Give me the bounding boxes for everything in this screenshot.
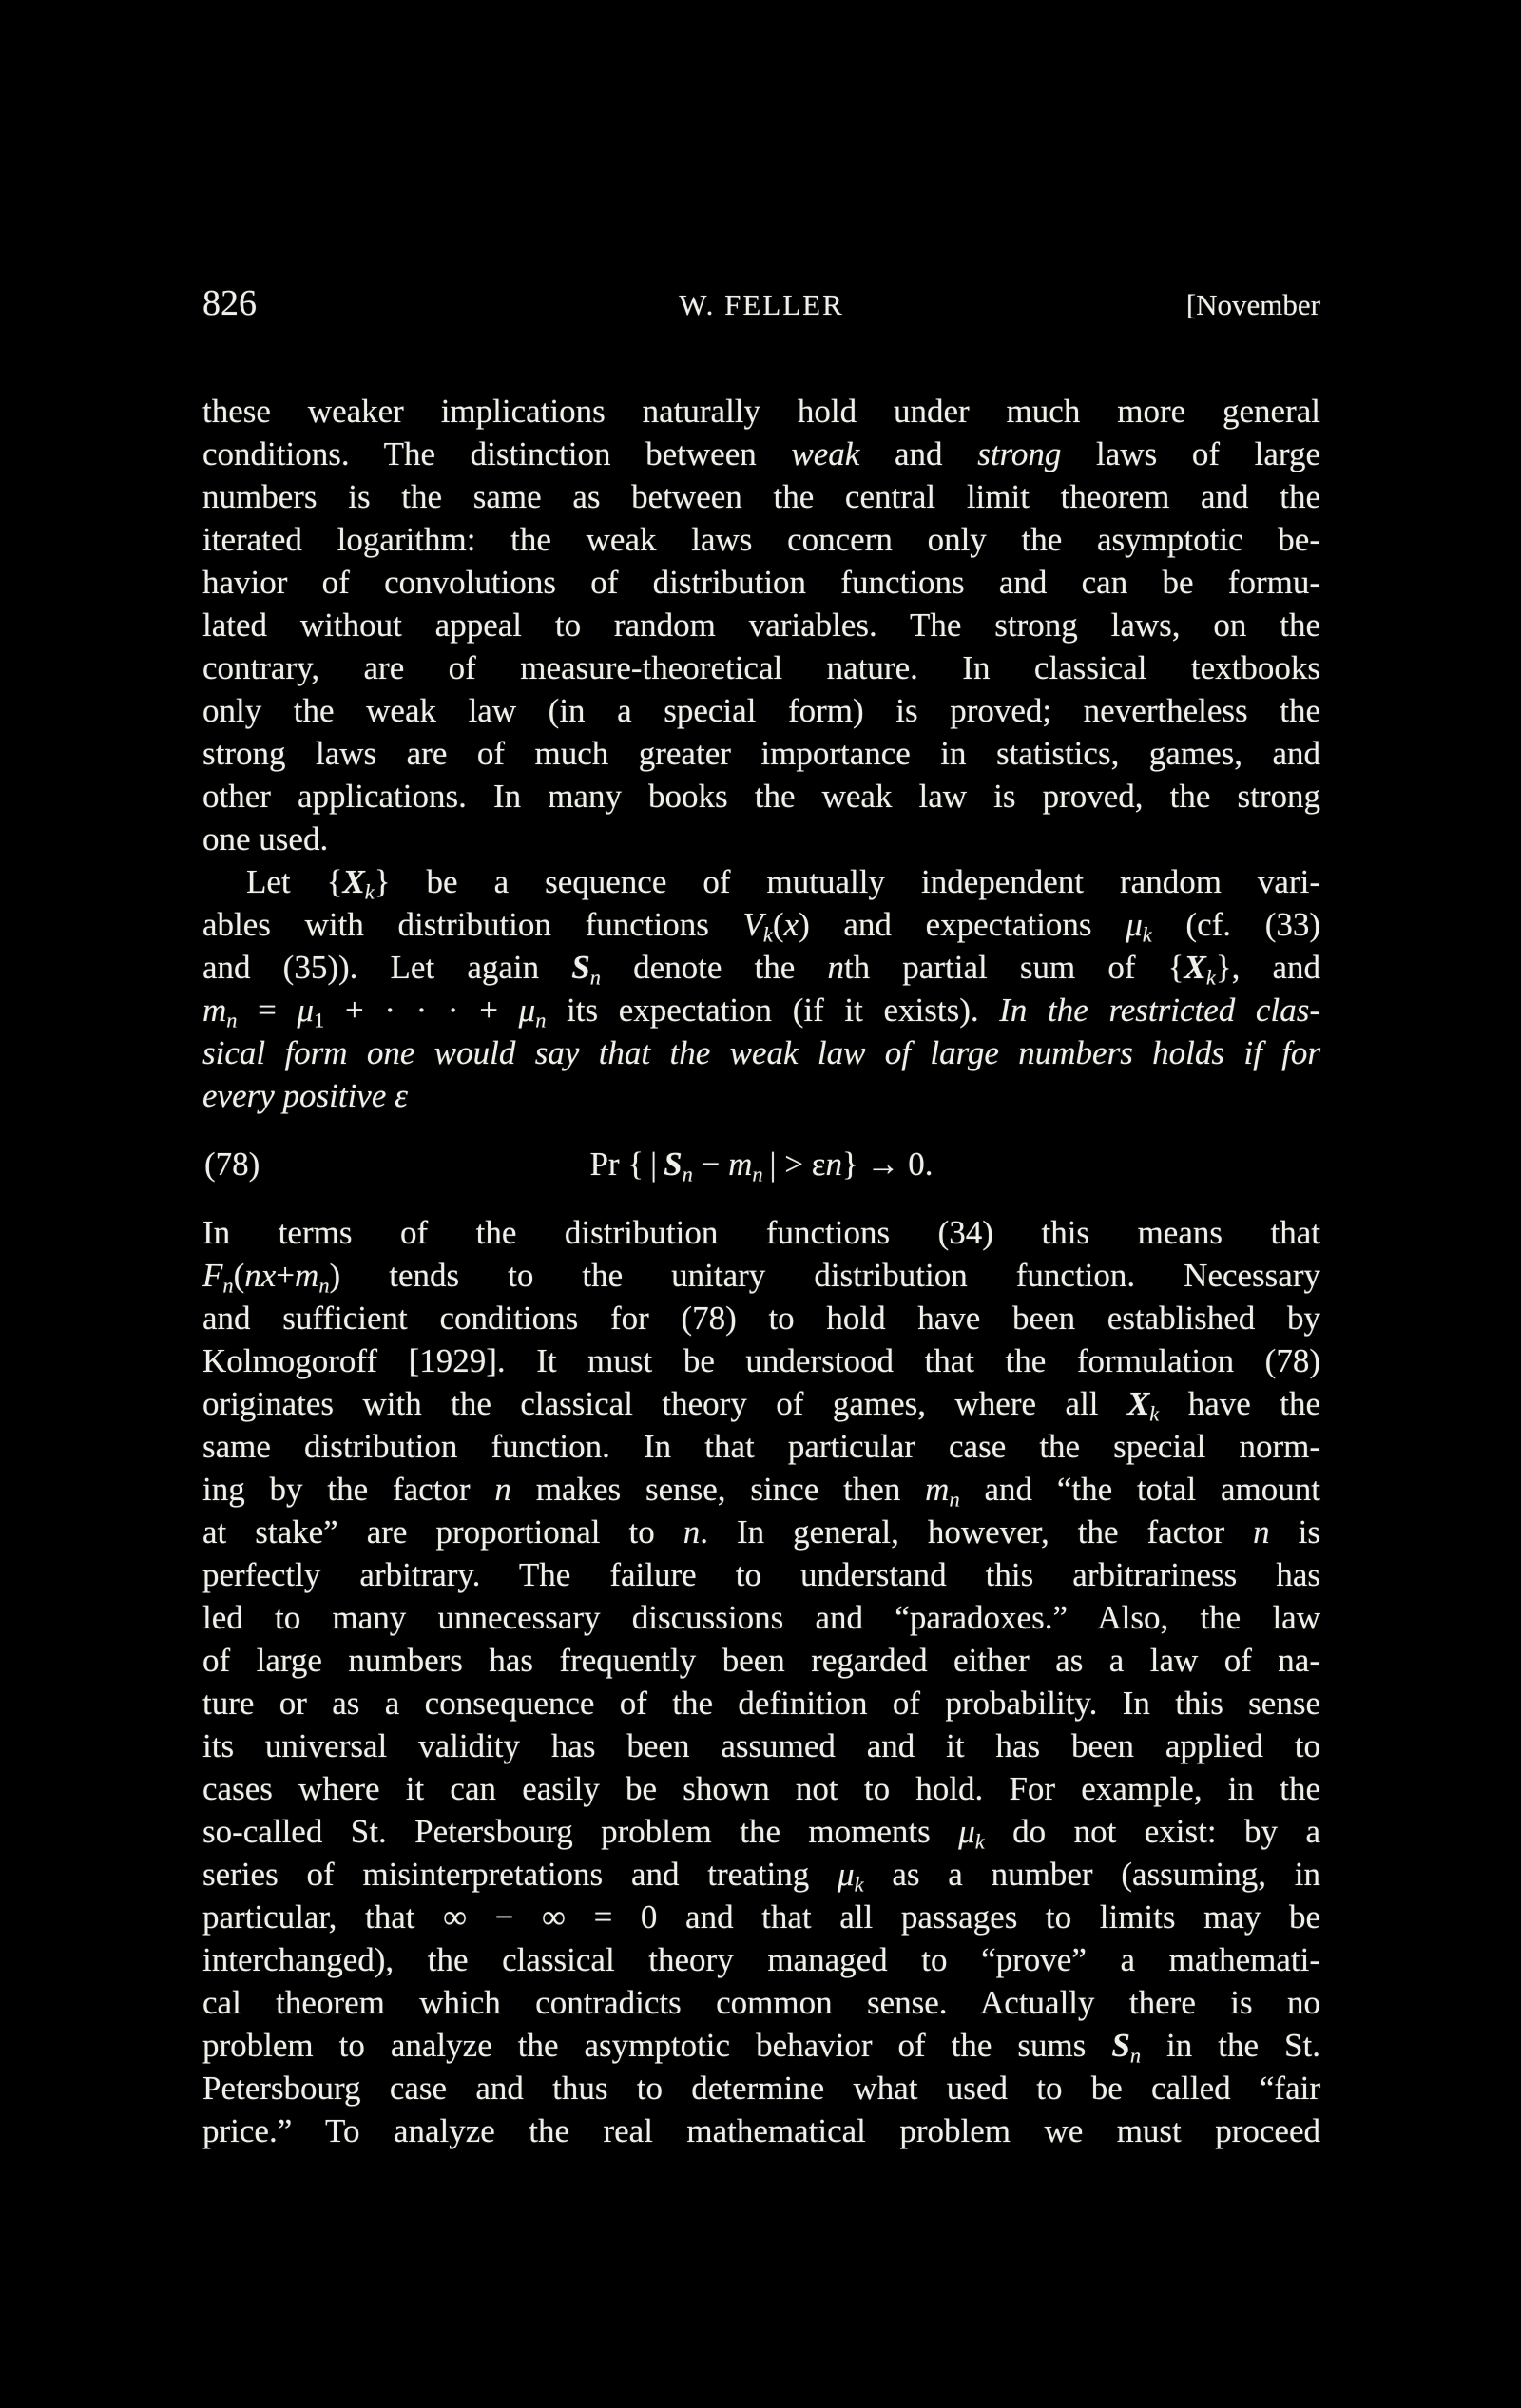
text-line: led to many unnecessary discussions and “paradoxes.” Also, the law (202, 1599, 1320, 1636)
text-line: strong laws are of much greater importance in statistics, games, and (202, 735, 1320, 772)
text-line: ables with distribution functions $V_k(x)$ and expectations $\mu_k$ (cf. (33) (202, 906, 1321, 947)
text-line: so-called St. Petersbourg problem the moments $\mu_k$ do not exist: by a (202, 1813, 1320, 1854)
text-line: at stake” are proportional to n. In general, however, the factor n is (202, 1513, 1320, 1551)
text-line: series of misinterpretations and treating $\mu_k$ as a number (assuming, in (202, 1856, 1320, 1897)
text-line: price.” To analyze the real mathematical problem we must proceed (202, 2112, 1320, 2149)
equation-row (202, 1143, 1320, 1185)
text-line: particular, that ∞ − ∞ = 0 and that all passages to limits may be (202, 1898, 1320, 1936)
text-line: same distribution function. In that particular case the special norm- (202, 1428, 1320, 1465)
text-line: havior of convolutions of distribution functions and can be formu- (202, 564, 1320, 601)
text-line: cases where it can easily be shown not to hold. For example, in the (202, 1770, 1320, 1807)
text-line: only the weak law (in a special form) is proved; nevertheless the (202, 692, 1320, 729)
text-line: Let $\{X_k\}$ be a sequence of mutually independent random vari- (246, 863, 1320, 904)
text-line: ing by the factor n makes sense, since then $m_n$ and “the total amount (202, 1471, 1320, 1512)
text-line: of large numbers has frequently been regarded either as a law of na- (202, 1642, 1320, 1679)
text-line: numbers is the same as between the central limit theorem and the (202, 478, 1320, 515)
text-line: problem to analyze the asymptotic behavior of the sums $S_n$ in the St. (202, 2027, 1320, 2068)
text-line: and (35)). Let again $S_n$ denote the nth partial sum of $\{X_k\}$, and (202, 949, 1320, 990)
running-head (202, 285, 1320, 327)
text-line: $m_n = \mu_1$ + · · · + $\mu_n$ its expectation (if it exists). In the restricted clas- (202, 992, 1320, 1032)
equation-number: (78) (204, 1146, 260, 1183)
paragraph (202, 390, 1320, 860)
text-line: every positive ε (202, 1077, 408, 1114)
text-line: sical form one would say that the weak law of large numbers holds if for (202, 1034, 1320, 1071)
text-line: Kolmogoroff [1929]. It must be understood that the formulation (78) (202, 1342, 1320, 1379)
text-line: interchanged), the classical theory managed to “prove” a mathemati- (202, 1941, 1320, 1978)
text-line: its universal validity has been assumed and it has been applied to (202, 1727, 1320, 1764)
running-head-month: [November (1185, 288, 1320, 321)
text-line: one used. (202, 820, 329, 857)
text-line: lated without appeal to random variables. The strong laws, on the (202, 607, 1320, 644)
page-body (202, 390, 1320, 2152)
paragraph (202, 860, 1320, 1117)
text-line: originates with the classical theory of games, where all $X_k$ have the (202, 1385, 1321, 1426)
text-line: cal theorem which contradicts common sense. Actually there is no (202, 1984, 1320, 2021)
text-line: other applications. In many books the weak law is proved, the strong (202, 778, 1320, 815)
text-line: Petersbourg case and thus to determine what used to be called “fair (202, 2070, 1320, 2107)
text-line: ture or as a consequence of the definition of probability. In this sense (202, 1685, 1320, 1722)
text-line: perfectly arbitrary. The failure to understand this arbitrariness has (202, 1556, 1320, 1593)
text-line: conditions. The distinction between weak and strong laws of large (202, 435, 1320, 472)
equation-formula: Pr { | $S_n - m_n$ | > εn} → 0. (589, 1146, 934, 1186)
running-head-author: W. FELLER (679, 288, 844, 321)
text-line: In terms of the distribution functions (34) this means that (202, 1214, 1320, 1251)
text-line: iterated logarithm: the weak laws concern only the asymptotic be- (202, 521, 1320, 558)
paragraph (202, 1211, 1320, 2152)
page-number: 826 (202, 283, 257, 323)
text-line: and sufficient conditions for (78) to hold have been established by (202, 1300, 1320, 1337)
text-line: these weaker implications naturally hold under much more general (202, 393, 1320, 430)
text-line: $F_n(nx+m_n)$ tends to the unitary distribution function. Necessary (202, 1257, 1320, 1298)
text-line: contrary, are of measure-theoretical nature. In classical textbooks (202, 649, 1320, 686)
